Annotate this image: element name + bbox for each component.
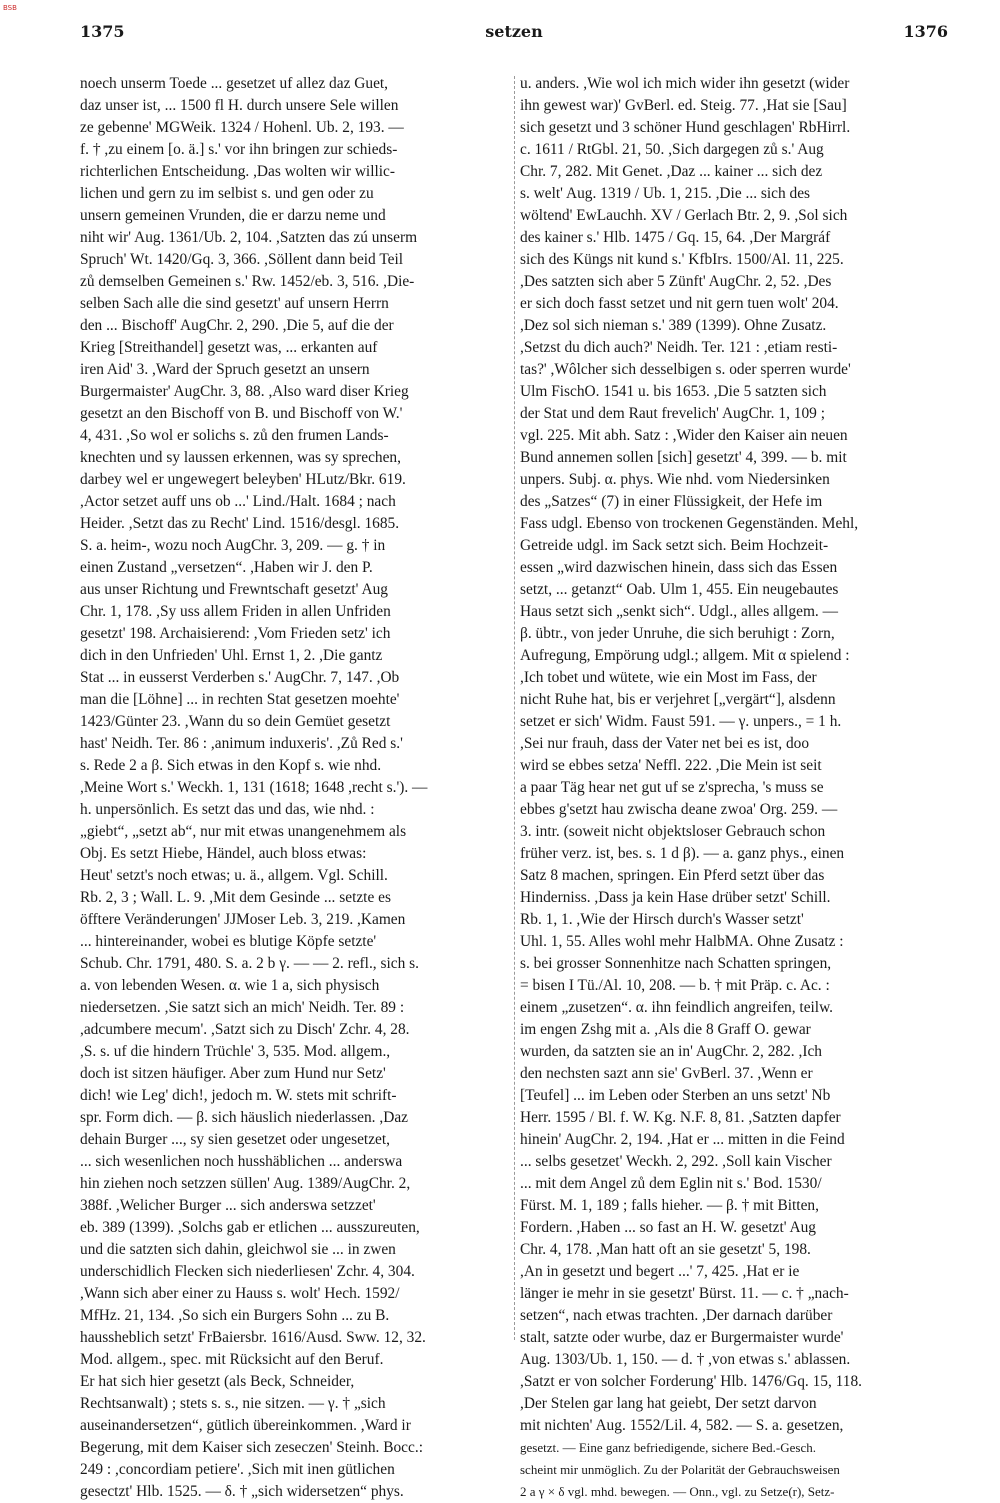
text-line: ... sich wesenlichen noch husshäblichen ... anderswa [80,1153,403,1170]
text-line: 249 : ,concordiam petiere'. ,Sich mit inen gütlichen [80,1461,395,1478]
text-line: ihn gewest war)' GvBerl. ed. Steig. 77. ,Hat sie [Sau] [520,97,847,114]
text-line: s. Rede 2 a β. Sich etwas in den Kopf s. wie nhd. [80,757,382,774]
text-line: haussheblich setzt' FrBaiersbr. 1616/Ausd. Sww. 12, 32. [80,1329,426,1346]
text-line: S. a. heim-, wozu noch AugChr. 3, 209. — g. † in [80,537,386,554]
text-line: ,Dez sol sich nieman s.' 389 (1399). Ohne Zusatz. [520,317,827,334]
text-line: Chr. 7, 282. Mit Genet. ,Daz ... kainer ... sich dez [520,163,823,180]
text-line: Schub. Chr. 1791, 480. S. a. 2 b γ. — — 2. refl., sich s. [80,955,419,972]
text-line: [Teufel] ... im Leben oder Sterben an uns setzt' Nb [520,1087,831,1104]
text-line: nicht Ruhe hat, bis er verjehret [„vergärt“], alsdenn [520,691,836,708]
text-line: Chr. 1, 178. ,Sy uss allem Friden in allen Unfriden [80,603,391,620]
text-line: setzt, ... getanzt“ Oab. Ulm 1, 455. Ein neugebautes [520,581,839,598]
text-line: ,Satzt er von solcher Forderung' Hlb. 1476/Gq. 15, 118. [520,1373,863,1390]
text-line: Aug. 1303/Ub. 1, 150. — d. † ,von etwas s.' ablassen. [520,1351,851,1368]
text-line: Satz 8 machen, springen. Ein Pferd setzt über das [520,867,825,884]
text-line: Begerung, mit dem Kaiser sich zeseczen' Steinh. Bocc.: [80,1439,423,1456]
text-line: ,Des satzten sich aber 5 Zünft' AugChr. 2, 52. ,Des [520,273,832,290]
text-line: Rb. 1, 1. ,Wie der Hirsch durch's Wasser setzt' [520,911,804,928]
text-line: den ... Bischoff' AugChr. 2, 290. ,Die 5, auf die der [80,317,394,334]
text-line: aus unser Richtung und Frewntschaft gesetzt' Aug [80,581,388,598]
text-line: vgl. 225. Mit abh. Satz : ,Wider den Kaiser ain neuen [520,427,848,444]
text-line: wird se ebbes setza' Neffl. 222. ,Die Mein ist seit [520,757,822,774]
text-line: Fordern. ,Haben ... so fast an H. W. gesetzt' Aug [520,1219,816,1236]
text-line: einen Zustand „versetzen“. ,Haben wir J. den P. [80,559,373,576]
text-line: noech unserm Toede ... gesetzet uf allez daz Guet, [80,75,389,92]
text-line: man die [Löhne] ... in rechten Stat gesetzen moehte' [80,691,400,708]
text-line: der Stat und dem Raut frevelich' AugChr. 1, 109 ; [520,405,825,422]
text-line: Bund annemen sollen [sich] gesetzt' 4, 399. — b. mit [520,449,847,466]
text-line: 4, 431. ,So wol er solichs s. zů den frumen Lands- [80,427,389,444]
text-line: Fürst. M. 1, 189 ; falls hieher. — β. † mit Bitten, [520,1197,819,1214]
page-number-right: 1376 [903,22,948,41]
text-line: Fass udgl. Ebenso von trockenen Gegenständen. Mehl, [520,515,859,532]
page-number-left: 1375 [80,22,125,41]
text-line: öfftere Veränderungen' JJMoser Leb. 3, 219. ,Kamen [80,911,406,928]
text-line: früher verz. ist, bes. s. 1 d β). — a. ganz phys., einen [520,845,845,862]
text-line: iren Aid' 3. ,Ward der Spruch gesetzt an unsern [80,361,370,378]
text-line: Burgermaister' AugChr. 3, 88. ,Also ward diser Krieg [80,383,409,400]
text-line: Aufregung, Empörung udgl.; allgem. Mit α spielend : [520,647,850,664]
text-line: Obj. Es setzt Hiebe, Händel, auch bloss etwas: [80,845,367,862]
text-line: Ulm FischO. 1541 u. bis 1653. ,Die 5 satzten sich [520,383,827,400]
text-line: unpers. Subj. α. phys. Wie nhd. vom Niedersinken [520,471,830,488]
column-divider [514,76,515,1340]
text-line: des „Satzes“ (7) in einer Flüssigkeit, der Hefe im [520,493,823,510]
text-line: s. bei grosser Sonnenhitze nach Schatten springen, [520,955,832,972]
text-line: im engen Zshg mit a. ,Als die 8 Graff O. gewar [520,1021,811,1038]
text-line: MfHz. 21, 134. ,So sich ein Burgers Sohn ... zu B. [80,1307,390,1324]
text-line: richterlichen Entscheidung. ,Das wolten wir willic- [80,163,395,180]
text-line: ,Setzst du dich auch?' Neidh. Ter. 121 : ,etiam resti- [520,339,838,356]
text-line: ,Meine Wort s.' Weckh. 1, 131 (1618; 1648 ,recht s.'). — [80,779,428,796]
text-line: ,Der Stelen gar lang hat geiebt, Der setzt darvon [520,1395,817,1412]
text-line: gesetzt an den Bischoff von B. und Bischoff von W.' [80,405,403,422]
text-line: ... selbs gesetzet' Weckh. 2, 292. ,Soll kain Vischer [520,1153,832,1170]
text-line: ebbes g'setzt hau zwischa deane zwoa' Org. 259. — [520,801,838,818]
text-line: essen „wird dazwischen hinein, dass sich das Essen [520,559,838,576]
text-line: und die satzten sich dahin, gleichwol sie ... in zwen [80,1241,396,1258]
text-line: 1423/Günter 23. ,Wann du so dein Gemüet gesetzt [80,713,391,730]
text-line: gesetzt' 198. Archaisierend: ,Vom Frieden setz' ich [80,625,391,642]
text-line: setzet er sich' Widm. Faust 591. — γ. unpers., = 1 h. [520,713,842,730]
text-line: zů demselben Gemeinen s.' Rw. 1452/eb. 3, 516. ,Die- [80,273,415,290]
text-line: sich des Küngs nit kund s.' KfbIrs. 1500/Al. 11, 225. [520,251,844,268]
text-line: stalt, satzte oder wurbe, daz er Burgermaister wurde' [520,1329,844,1346]
text-line: wurden, da satzten sie an in' AugChr. 2, 282. ,Ich [520,1043,822,1060]
text-line: tas?' ,Wôlcher sich desselbigen s. oder sperren wurde' [520,361,851,378]
right-text-column [520,73,948,1503]
text-line: sich gesetzt und 3 schöner Hund geschlagen' RbHirrl. [520,119,851,136]
text-line: spr. Form dich. — β. sich häuslich niederlassen. ,Daz [80,1109,408,1126]
text-line: Uhl. 1, 55. Alles wohl mehr HalbMA. Ohne Zusatz : [520,933,844,950]
text-line: wöltend' EwLauchh. XV / Gerlach Btr. 2, 9. ,Sol sich [520,207,848,224]
text-line: underschidlich Flecken sich niederliesen' Zchr. 4, 304. [80,1263,415,1280]
text-line: 388f. ,Welicher Burger ... sich anderswa setzzet' [80,1197,376,1214]
page-header [80,22,948,48]
left-text-column [80,73,508,1503]
text-line: niedersetzen. ,Sie satzt sich an mich' Neidh. Ter. 89 : [80,999,405,1016]
text-line: gesectzt' Hlb. 1525. — δ. † „sich widersetzen“ phys. [80,1483,404,1500]
text-line: setzen“, nach etwas trachten. ,Der darnach darüber [520,1307,833,1324]
text-line: u. anders. ,Wie wol ich mich wider ihn gesetzt (wider [520,75,850,92]
text-line: selben Sach alle die sind gesetzt' auf unsern Herrn [80,295,389,312]
text-line: dehain Burger ..., sy sien gesetzet oder ungesetzet, [80,1131,390,1148]
library-watermark: BSB [3,4,17,12]
text-line: einem „zusetzen“. α. ihn feindlich angreifen, teilw. [520,999,834,1016]
text-line: ,Ich tobet und wütete, wie ein Most im Fass, der [520,669,817,686]
text-line: ,adcumbere mecum'. ,Satzt sich zu Disch' Zchr. 4, 28. [80,1021,410,1038]
text-line: doch ist sitzen häufiger. Aber zum Hund nur Setz' [80,1065,386,1082]
text-line: ... mit dem Angel zů dem Eglin nit s.' Bod. 1530/ [520,1175,822,1192]
text-line: f. † ,zu einem [o. ä.] s.' vor ihn bringen zur schieds- [80,141,398,158]
text-line: a. von lebenden Wesen. α. wie 1 a, sich physisch [80,977,380,994]
text-line: h. unpersönlich. Es setzt das und das, wie nhd. : [80,801,375,818]
text-line: Krieg [Streithandel] gesetzt was, ... erkanten auf [80,339,378,356]
text-line: Heut' setzt's noch etwas; u. ä., allgem. Vgl. Schill. [80,867,388,884]
text-line: gesetzt. — Eine ganz befriedigende, sichere Bed.-Gesch. [520,1440,816,1455]
text-line: ,An in gesetzt und begert ...' 7, 425. ,Hat er ie [520,1263,800,1280]
text-line: ... hintereinander, wobei es blutige Köpfe setzte' [80,933,377,950]
text-line: c. 1611 / RtGbl. 21, 50. ,Sich dargegen zů s.' Aug [520,141,824,158]
text-line: 3. intr. (soweit nicht objektsloser Gebrauch schon [520,823,826,840]
text-line: Er hat sich hier gesetzt (als Beck, Schneider, [80,1373,355,1390]
text-line: knechten und sy laussen erkennen, was sy sprechen, [80,449,401,466]
text-line: niht wir' Aug. 1361/Ub. 2, 104. ,Satzten das zú unserm [80,229,418,246]
text-line: a paar Täg hear net gut uf se z'sprecha, 's muss se [520,779,824,796]
text-line: eb. 389 (1399). ,Solchs gab er etlichen ... ausszureuten, [80,1219,420,1236]
text-line: Haus setzt sich „senkt sich“. Udgl., alles allgem. — [520,603,838,620]
text-line: länger ie mehr in sie gesetzt' Bürst. 11. — c. † „nach- [520,1285,849,1302]
text-line: Getreide udgl. im Sack setzt sich. Beim Hochzeit- [520,537,829,554]
text-line: daz unser ist, ... 1500 fl H. durch unsere Sele willen [80,97,399,114]
text-line: dich! wie Leg' dich!, jedoch m. W. stets mit schrift- [80,1087,397,1104]
text-line: scheint mir unmöglich. Zu der Polarität der Gebrauchsweisen [520,1462,840,1477]
text-line: er sich doch fasst setzet und nit gern tuen wolt' 204. [520,295,839,312]
text-line: Rb. 2, 3 ; Wall. L. 9. ,Mit dem Gesinde ... setzte es [80,889,391,906]
text-line: „giebt“, „setzt ab“, nur mit etwas unangenehmem als [80,823,407,840]
text-line: s. welt' Aug. 1319 / Ub. 1, 215. ,Die ... sich des [520,185,811,202]
running-headword: setzen [485,22,543,41]
text-line: Rechtsanwalt) ; stets s. s., nie sitzen. — γ. † „sich [80,1395,386,1412]
text-line: β. übtr., von jeder Unruhe, die sich beruhigt : Zorn, [520,625,835,642]
text-line: Herr. 1595 / Bl. f. W. Kg. N.F. 8, 81. ,Satzten dapfer [520,1109,841,1126]
text-line: lichen und gern zu im selbist s. und gen oder zu [80,185,374,202]
text-line: Stat ... in eusserst Verderben s.' AugChr. 7, 147. ,Ob [80,669,400,686]
text-line: mit nichten' Aug. 1552/Lil. 4, 582. — S. a. gesetzen, [520,1417,844,1434]
text-line: ,Actor setzet auff uns ob ...' Lind./Halt. 1684 ; nach [80,493,396,510]
text-line: Spruch' Wt. 1420/Gq. 3, 366. ,Söllent dann beid Teil [80,251,404,268]
text-line: Heider. ,Setzt das zu Recht' Lind. 1516/desgl. 1685. [80,515,400,532]
text-line: hinein' AugChr. 2, 194. ,Hat er ... mitten in die Feind [520,1131,845,1148]
text-line: Chr. 4, 178. ,Man hatt oft an sie gesetzt' 5, 198. [520,1241,811,1258]
text-line: darbey wel er ungewegert beleyben' HLutz/Bkr. 619. [80,471,406,488]
text-line: 2 a γ × δ vgl. mhd. bewegen. — Onn., vgl. zu Setze(r), Setz- [520,1484,835,1499]
text-line: ,Sei nur frauh, dass der Vater net bei es ist, doo [520,735,810,752]
text-line: Mod. allgem., spec. mit Rücksicht auf den Beruf. [80,1351,384,1368]
text-line: hin ziehen noch setzzen süllen' Aug. 1389/AugChr. 2, [80,1175,411,1192]
text-line: ,Wann sich aber einer zu Hauss s. wolt' Hech. 1592/ [80,1285,400,1302]
text-line: Hinderniss. ,Dass ja kein Hase drüber setzt' Schill. [520,889,831,906]
text-line: hast' Neidh. Ter. 86 : ,animum induxeris'. ,Zů Red s.' [80,735,403,752]
text-line: ,S. s. uf die hindern Trüchle' 3, 535. Mod. allgem., [80,1043,391,1060]
text-line: = bisen I Tü./Al. 10, 208. — b. † mit Präp. c. Ac. : [520,977,830,994]
text-line: des kainer s.' Hlb. 1475 / Gq. 15, 64. ,Der Margráf [520,229,831,246]
text-line: unsern gemeinen Vrunden, die er darzu neme und [80,207,386,224]
text-line: den nechsten sazt ann sie' GvBerl. 37. ,Wenn er [520,1065,813,1082]
text-line: ze gebenne' MGWeik. 1324 / Hohenl. Ub. 2, 193. — [80,119,404,136]
text-line: auseinandersetzen“, gütlich übereinkommen. ,Ward ir [80,1417,411,1434]
text-line: dich in den Unfrieden' Uhl. Ernst 1, 2. ,Die gantz [80,647,383,664]
